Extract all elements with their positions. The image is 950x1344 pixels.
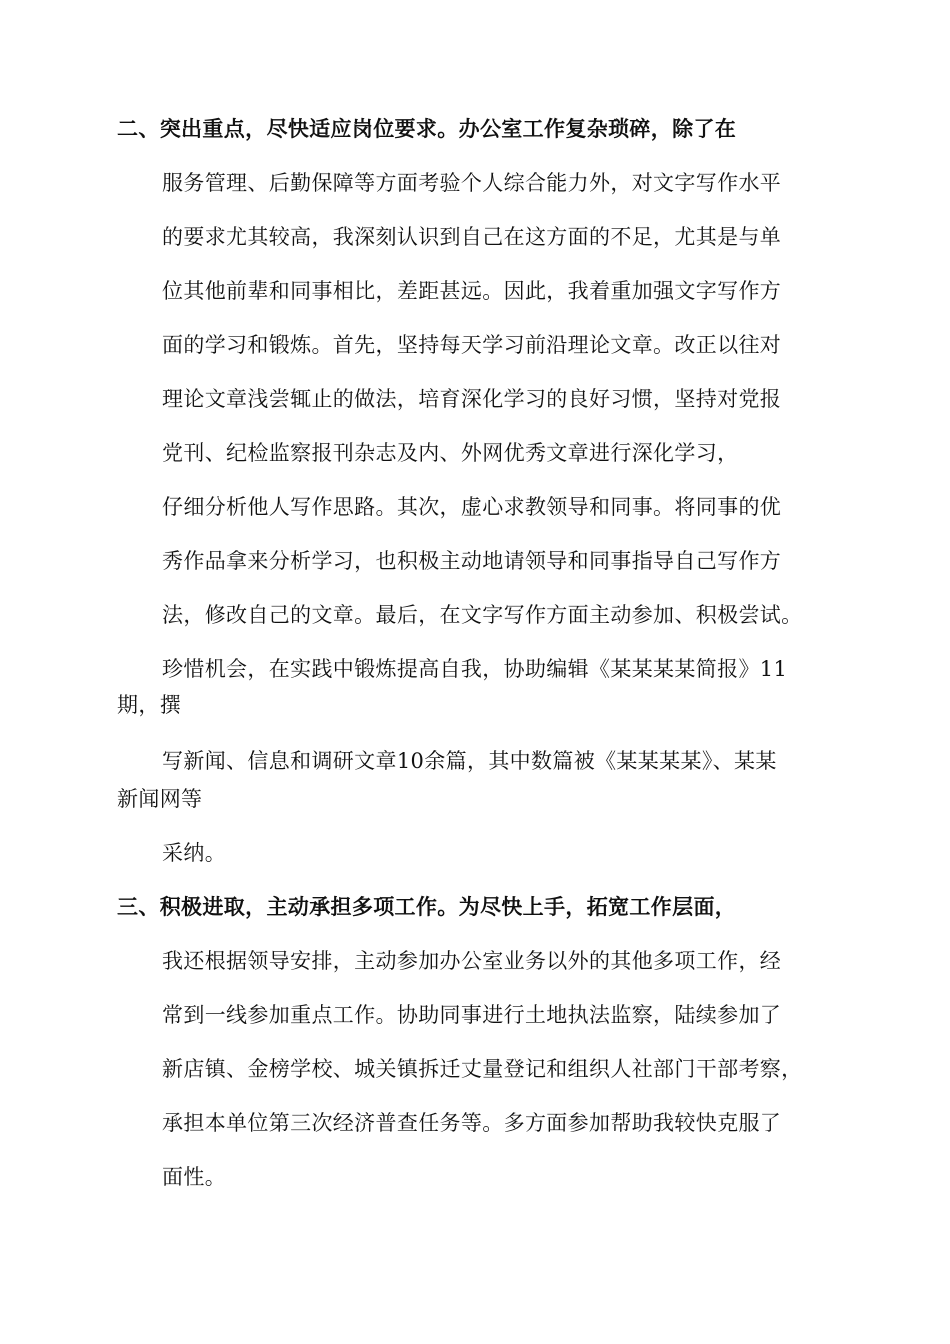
paragraph-line: 写新闻、信息和调研文章10余篇，其中数篇被《某某某某》、某某	[162, 749, 777, 773]
paragraph-line: 期，撰	[117, 693, 182, 717]
paragraph-line: 面的学习和锻炼。首先，坚持每天学习前沿理论文章。改正以往对	[162, 333, 782, 357]
paragraph-line: 新闻网等	[117, 787, 203, 811]
paragraph-line: 秀作品拿来分析学习，也积极主动地请领导和同事指导自己写作方	[162, 549, 782, 573]
paragraph-line: 面性。	[162, 1165, 227, 1189]
paragraph-line: 我还根据领导安排，主动参加办公室业务以外的其他多项工作，经	[162, 949, 782, 973]
paragraph-line: 采纳。	[162, 841, 227, 865]
paragraph-line: 的要求尤其较高，我深刻认识到自己在这方面的不足，尤其是与单	[162, 225, 782, 249]
paragraph-line: 珍惜机会，在实践中锻炼提高自我，协助编辑《某某某某简报》11	[162, 657, 788, 681]
paragraph-line: 位其他前辈和同事相比，差距甚远。因此，我着重加强文字写作方	[162, 279, 782, 303]
paragraph-line: 常到一线参加重点工作。协助同事进行土地执法监察，陆续参加了	[162, 1003, 782, 1027]
paragraph-line: 承担本单位第三次经济普查任务等。多方面参加帮助我较快克服了	[162, 1111, 782, 1135]
section-3-heading: 三、积极进取，主动承担多项工作。为尽快上手，拓宽工作层面，	[117, 895, 737, 919]
section-2-heading: 二、突出重点，尽快适应岗位要求。办公室工作复杂琐碎，除了在	[117, 117, 737, 141]
paragraph-line: 理论文章浅尝辄止的做法，培育深化学习的良好习惯，坚持对党报	[162, 387, 782, 411]
paragraph-line: 服务管理、后勤保障等方面考验个人综合能力外，对文字写作水平	[162, 171, 782, 195]
paragraph-line: 法，修改自己的文章。最后，在文字写作方面主动参加、积极尝试。	[162, 603, 803, 627]
paragraph-line: 新店镇、金榜学校、城关镇拆迁丈量登记和组织人社部门干部考察，	[162, 1057, 803, 1081]
paragraph-line: 党刊、纪检监察报刊杂志及内、外网优秀文章进行深化学习，	[162, 441, 739, 465]
paragraph-line: 仔细分析他人写作思路。其次，虚心求教领导和同事。将同事的优	[162, 495, 782, 519]
